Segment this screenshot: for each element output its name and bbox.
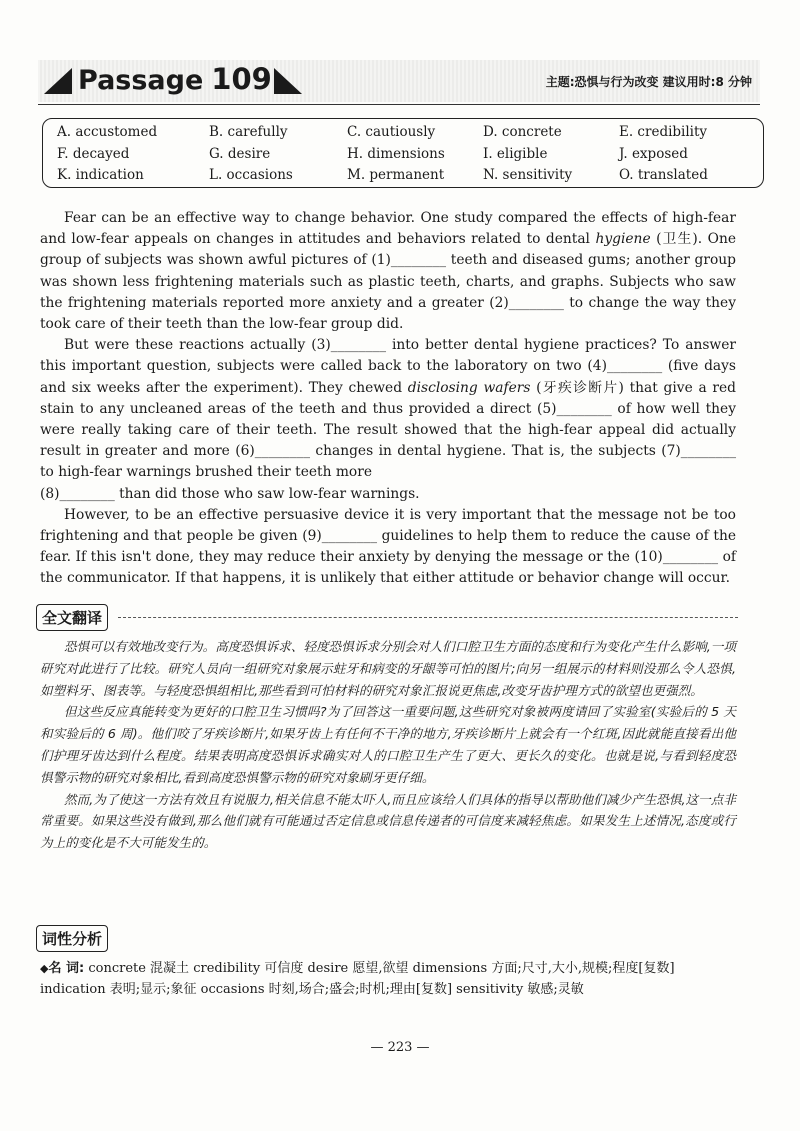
word-bank-grid (57, 122, 749, 187)
word-option: C. cautiously (347, 124, 436, 140)
word-option: F. decayed (57, 145, 130, 162)
passage-number: 109 (211, 62, 272, 96)
word-option: N. sensitivity (483, 167, 573, 183)
passage-paragraph (40, 208, 736, 335)
page-number: — 223 — (370, 1040, 430, 1055)
paragraph-2-text-cont: (牙疾诊断片) that give a red stain to any uncleaned areas of the teeth and thus provided a direct (5)________ of how well they were really taking care of their teeth. The result showed that the high-fear appeal did actually result in greater and more (6)________ changes in dental hygiene. That is, the subjects (7)________ to high-fear warnings brushed their teeth more (40, 379, 736, 481)
word-option: H. dimensions (347, 145, 445, 162)
pos-entries: concrete 混凝土 credibility 可信度 desire 愿望,欲望 dimensions 方面;尺寸,大小,规模;程度[复数] indication 表明;显示;象征 occasions 时刻,场合;盛会;时机;理由[复数] sensitivity 敏感;灵敏 (40, 961, 675, 997)
diamond-bullet-icon: ◆ (40, 962, 49, 975)
word-option: J. exposed (619, 145, 688, 162)
translation-label: 全文翻译 (36, 604, 108, 631)
translation-paragraph: 然而,为了使这一方法有效且有说服力,相关信息不能太吓人,而且应该给人们具体的指导以帮助他们减少产生恐惧,这一点非常重要。如果这些没有做到,那么他们就有可能通过否定信息或信息传递者的可信度来减轻焦虑。如果发生上述情况,态度或行为上的变化是不大可能发生的。 (40, 791, 736, 851)
translation-paragraph: 恐惧可以有效地改变行为。高度恐惧诉求、轻度恐惧诉求分别会对人们口腔卫生方面的态度和行为变化产生什么影响,一项研究对此进行了比较。研究人员向一组研究对象展示蛀牙和病变的牙龈等可怕的图片;向另一组展示的材料则没那么令人恐惧,如塑料牙、图表等。与轻度恐惧组相比,那些看到可怕材料的研究对象汇报说更焦虑,改变牙齿护理方式的欲望也更强烈。 (40, 639, 736, 698)
passage-paragraph: However, to be an effective persuasive device it is very important that the message not be too frightening and that people be given (9)________ guidelines to help them to reduce the cause of the fear. If this isn't done, they may reduce their anxiety by denying the message or the (10)________ of the communicator. If that happens, it is unlikely that either attitude or behavior change will occur. (40, 506, 736, 587)
pos-label: 名 词: (48, 961, 85, 976)
translation-text (40, 636, 736, 854)
word-option: K. indication (57, 167, 144, 183)
word-option: I. eligible (483, 145, 548, 162)
word-bank (42, 118, 764, 188)
word-option: A. accustomed (57, 124, 158, 140)
passage-text (40, 208, 736, 590)
translation-paragraph: 但这些反应真能转变为更好的口腔卫生习惯吗?为了回答这一重要问题,这些研究对象被两度请回了实验室(实验后的 5 天和实验后的 6 周)。他们咬了牙疾诊断片,如果牙齿上有任何不干净的地方,牙疾诊断片上就会有一个红斑,因此就能直接看出他们护理牙齿达到什么程度。结果表明高度恐惧诉求确实对人的口腔卫生产生了更大、更长久的变化。也就是说,与看到轻度恐惧警示物的研究对象相比,看到高度恐惧警示物的研究对象刷牙更仔细。 (40, 704, 736, 785)
passage-label: Passage (78, 65, 204, 96)
word-option: E. credibility (619, 124, 708, 140)
analysis-label: 词性分析 (36, 925, 108, 952)
passage-title (78, 62, 272, 96)
paragraph-1-text-cont: (卫生). One group of subjects was shown awful pictures of (1)________ teeth and diseased gums; another group was shown less frightening materials such as plastic teeth, charts, and graphs. Subjects who saw the frightening materials reported more anxiety and a greater (2)________ to change the way they took care of their teeth than the low-fear group did. (40, 231, 736, 333)
word-option: B. carefully (209, 124, 288, 140)
passage-paragraph-continuation: (8)________ than did those who saw low-fear warnings. (40, 485, 420, 502)
topic-info: 主题:恐惧与行为改变 建议用时:8 分钟 (545, 75, 752, 89)
italic-term: hygiene (595, 231, 651, 248)
paragraph-1-text: Fear can be an effective way to change behavior. One study compared the effects of high-fear and low-fear appeals on changes in attitudes and behaviors related to dental (40, 210, 736, 248)
left-triangle-icon (44, 68, 72, 94)
word-option: M. permanent (347, 167, 445, 183)
right-triangle-icon (274, 68, 302, 94)
passage-paragraph (40, 335, 736, 483)
word-option: D. concrete (483, 124, 562, 140)
italic-term: disclosing wafers (407, 379, 531, 396)
word-option: O. translated (619, 167, 708, 183)
paragraph-2-text: But were these reactions actually (3)________ into better dental hygiene practices? To answer this important question, subjects were called back to the laboratory on two (4)________ (five days and six weeks after the experiment). They chewed (40, 337, 736, 396)
passage-header (38, 60, 760, 105)
word-option: L. occasions (209, 167, 293, 183)
part-of-speech-analysis (40, 958, 740, 1000)
word-option: G. desire (209, 145, 271, 162)
section-divider (118, 617, 738, 618)
